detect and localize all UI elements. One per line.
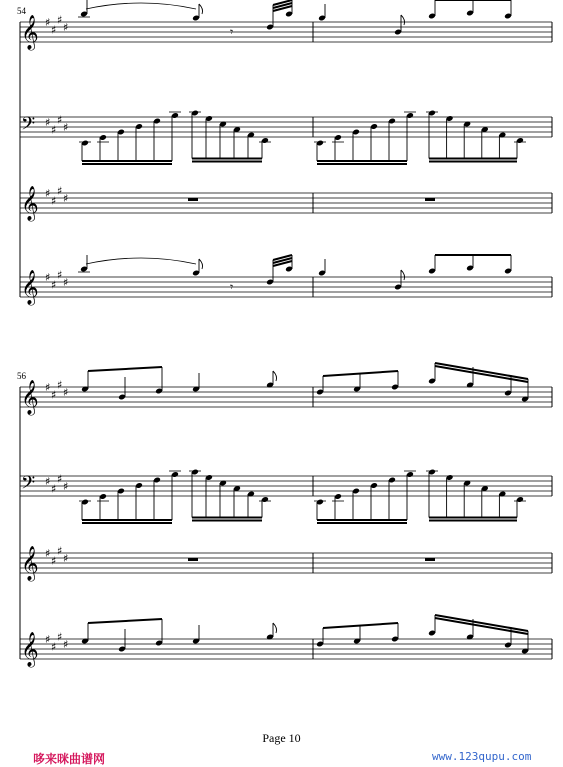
measure-number-54: 54 xyxy=(17,6,26,16)
sharp-icon: ♯ xyxy=(51,23,57,37)
sharp-icon: ♯ xyxy=(63,21,69,34)
sharp-icon: ♯ xyxy=(45,271,51,284)
treble-clef-icon: 𝄞 xyxy=(21,380,39,415)
beam xyxy=(435,615,528,631)
sharp-icon: ♯ xyxy=(63,386,69,399)
beam xyxy=(435,363,528,379)
page-number: Page 10 xyxy=(262,731,301,745)
sharp-icon: ♯ xyxy=(51,554,57,568)
sharp-icon: ♯ xyxy=(51,640,57,654)
bass-clef-icon: 𝄢 xyxy=(21,114,36,139)
note-flag xyxy=(273,623,277,633)
sharp-icon: ♯ xyxy=(57,378,63,392)
sharp-icon: ♯ xyxy=(57,472,63,486)
sharp-icon: ♯ xyxy=(63,192,69,205)
sharp-icon: ♯ xyxy=(51,194,57,208)
note-flag xyxy=(401,270,405,280)
whole-rest-icon xyxy=(425,558,435,561)
beam xyxy=(435,366,528,382)
sharp-icon: ♯ xyxy=(57,184,63,198)
sharp-icon: ♯ xyxy=(45,633,51,646)
treble-clef-icon: 𝄞 xyxy=(21,186,39,221)
sharp-icon: ♯ xyxy=(51,123,57,137)
watermark-site-name: 哆来咪曲谱网 xyxy=(33,752,106,766)
beam xyxy=(323,623,398,628)
sharp-icon: ♯ xyxy=(45,187,51,200)
sharp-icon: ♯ xyxy=(45,475,51,488)
sharp-icon: ♯ xyxy=(57,13,63,27)
sharp-icon: ♯ xyxy=(45,547,51,560)
treble-clef-icon: 𝄞 xyxy=(21,270,39,305)
sharp-icon: ♯ xyxy=(45,16,51,29)
eighth-rest-icon: 𝄾 xyxy=(230,25,234,39)
sharp-icon: ♯ xyxy=(63,638,69,651)
sharp-icon: ♯ xyxy=(63,480,69,493)
sharp-icon: ♯ xyxy=(57,113,63,127)
beam xyxy=(88,367,162,371)
note-flag xyxy=(199,4,203,14)
measure-number-56: 56 xyxy=(17,371,26,381)
sharp-icon: ♯ xyxy=(63,552,69,565)
beam xyxy=(323,371,398,376)
beam xyxy=(435,618,528,634)
sharp-icon: ♯ xyxy=(45,381,51,394)
sharp-icon: ♯ xyxy=(51,278,57,292)
note-flag xyxy=(273,371,277,381)
whole-rest-icon xyxy=(188,558,198,561)
tie-slur xyxy=(86,3,196,9)
sharp-icon: ♯ xyxy=(57,630,63,644)
bass-clef-icon: 𝄢 xyxy=(21,473,36,498)
whole-rest-icon xyxy=(188,198,198,201)
eighth-rest-icon: 𝄾 xyxy=(230,280,234,294)
watermark-site-url: www.123qupu.com xyxy=(432,750,532,763)
treble-clef-icon: 𝄞 xyxy=(21,15,39,50)
tie-slur xyxy=(86,258,196,264)
treble-clef-icon: 𝄞 xyxy=(21,546,39,581)
note-flag xyxy=(199,259,203,269)
sharp-icon: ♯ xyxy=(63,121,69,134)
sharp-icon: ♯ xyxy=(45,116,51,129)
treble-clef-icon: 𝄞 xyxy=(21,632,39,667)
sharp-icon: ♯ xyxy=(51,482,57,496)
sharp-icon: ♯ xyxy=(51,388,57,402)
sharp-icon: ♯ xyxy=(63,276,69,289)
sharp-icon: ♯ xyxy=(57,544,63,558)
sharp-icon: ♯ xyxy=(57,268,63,282)
whole-rest-icon xyxy=(425,198,435,201)
beam xyxy=(88,619,162,623)
note-flag xyxy=(401,15,405,25)
